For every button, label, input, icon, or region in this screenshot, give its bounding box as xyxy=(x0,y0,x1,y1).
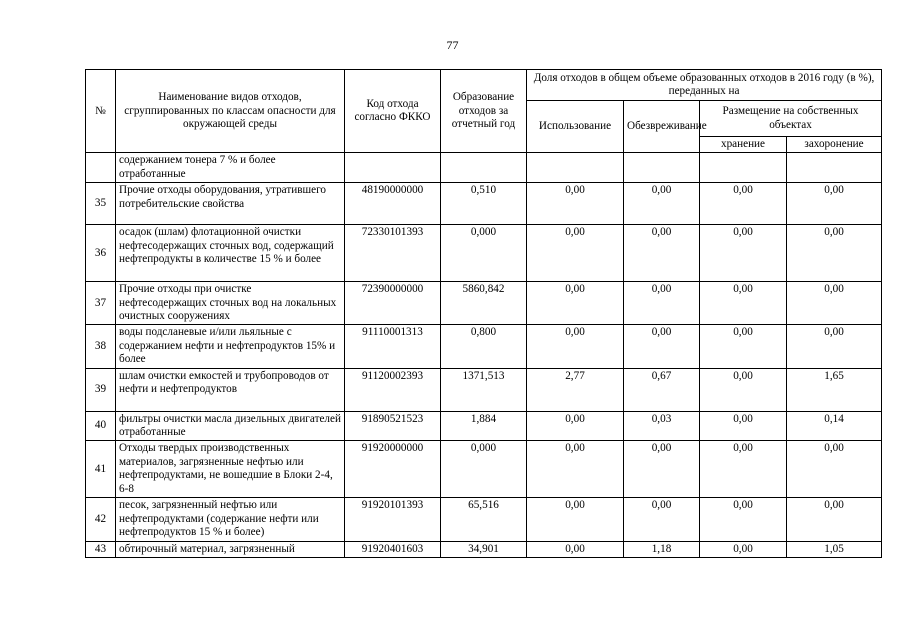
storage-share: 0,00 xyxy=(700,225,787,282)
header-num: № xyxy=(86,70,116,153)
storage-share: 0,00 xyxy=(700,325,787,368)
header-formed: Образование отходов за отчетный год xyxy=(441,70,527,153)
waste-table xyxy=(85,69,882,558)
use-share: 0,00 xyxy=(527,411,624,441)
fkko-code: 91890521523 xyxy=(345,411,441,441)
row-number: 41 xyxy=(86,441,116,498)
formed-amount: 1,884 xyxy=(441,411,527,441)
header-share: Доля отходов в общем объеме образованных отходов в 2016 году (в %), переданных на xyxy=(527,70,882,101)
burial-share: 0,00 xyxy=(787,183,882,225)
row-number xyxy=(86,153,116,183)
row-number: 43 xyxy=(86,541,116,557)
waste-name: песок, загрязненный нефтью или нефтепродуктами (содержание нефти или нефтепродуктов 15 % и более) xyxy=(116,498,345,541)
storage-share xyxy=(700,153,787,183)
neutral-share: 1,18 xyxy=(624,541,700,557)
page-number: 77 xyxy=(446,38,459,52)
row-number: 40 xyxy=(86,411,116,441)
burial-share: 0,00 xyxy=(787,225,882,282)
row-number: 35 xyxy=(86,183,116,225)
use-share: 0,00 xyxy=(527,441,624,498)
header-burial: захоронение xyxy=(787,137,882,153)
header-neutral: Обезвреживание xyxy=(624,101,700,153)
neutral-share: 0,03 xyxy=(624,411,700,441)
fkko-code xyxy=(345,153,441,183)
use-share: 0,00 xyxy=(527,225,624,282)
row-number: 37 xyxy=(86,282,116,325)
fkko-code: 91120002393 xyxy=(345,368,441,411)
storage-share: 0,00 xyxy=(700,368,787,411)
table-row xyxy=(86,498,882,541)
storage-share: 0,00 xyxy=(700,411,787,441)
header-placement: Размещение на собственных объектах xyxy=(700,101,882,137)
header-use: Использование xyxy=(527,101,624,153)
storage-share: 0,00 xyxy=(700,441,787,498)
table-row xyxy=(86,368,882,411)
formed-amount: 0,800 xyxy=(441,325,527,368)
burial-share: 1,05 xyxy=(787,541,882,557)
formed-amount: 1371,513 xyxy=(441,368,527,411)
neutral-share: 0,00 xyxy=(624,183,700,225)
neutral-share: 0,00 xyxy=(624,225,700,282)
use-share: 0,00 xyxy=(527,183,624,225)
fkko-code: 91920101393 xyxy=(345,498,441,541)
table-row xyxy=(86,183,882,225)
table-row xyxy=(86,153,882,183)
burial-share: 1,65 xyxy=(787,368,882,411)
formed-amount: 0,510 xyxy=(441,183,527,225)
neutral-share: 0,67 xyxy=(624,368,700,411)
use-share: 0,00 xyxy=(527,541,624,557)
burial-share xyxy=(787,153,882,183)
table-row xyxy=(86,541,882,557)
burial-share: 0,00 xyxy=(787,498,882,541)
table-row xyxy=(86,441,882,498)
neutral-share: 0,00 xyxy=(624,441,700,498)
header-name: Наименование видов отходов, сгруппированных по классам опасности для окружающей среды xyxy=(116,70,345,153)
neutral-share: 0,00 xyxy=(624,498,700,541)
formed-amount: 5860,842 xyxy=(441,282,527,325)
row-number: 42 xyxy=(86,498,116,541)
waste-name: обтирочный материал, загрязненный xyxy=(116,541,345,557)
burial-share: 0,00 xyxy=(787,325,882,368)
burial-share: 0,00 xyxy=(787,282,882,325)
waste-name: Прочие отходы при очистке нефтесодержащих сточных вод на локальных очистных сооружениях xyxy=(116,282,345,325)
table-row xyxy=(86,225,882,282)
formed-amount: 0,000 xyxy=(441,441,527,498)
row-number: 38 xyxy=(86,325,116,368)
formed-amount: 34,901 xyxy=(441,541,527,557)
waste-name: Прочие отходы оборудования, утратившего потребительские свойства xyxy=(116,183,345,225)
waste-name: содержанием тонера 7 % и более отработанные xyxy=(116,153,345,183)
fkko-code: 72330101393 xyxy=(345,225,441,282)
fkko-code: 91920000000 xyxy=(345,441,441,498)
burial-share: 0,14 xyxy=(787,411,882,441)
table-row xyxy=(86,282,882,325)
waste-name: осадок (шлам) флотационной очистки нефтесодержащих сточных вод, содержащий нефтепродукты в количестве 15 % и более xyxy=(116,225,345,282)
use-share: 0,00 xyxy=(527,498,624,541)
waste-name: воды подсланевые и/или льяльные с содержанием нефти и нефтепродуктов 15% и более xyxy=(116,325,345,368)
table-row xyxy=(86,411,882,441)
table-row xyxy=(86,325,882,368)
neutral-share xyxy=(624,153,700,183)
neutral-share: 0,00 xyxy=(624,325,700,368)
neutral-share: 0,00 xyxy=(624,282,700,325)
fkko-code: 72390000000 xyxy=(345,282,441,325)
fkko-code: 48190000000 xyxy=(345,183,441,225)
fkko-code: 91110001313 xyxy=(345,325,441,368)
waste-name: Отходы твердых производственных материалов, загрязненные нефтью или нефтепродуктами, не вошедшие в Блоки 2-4, 6-8 xyxy=(116,441,345,498)
waste-name: фильтры очистки масла дизельных двигателей отработанные xyxy=(116,411,345,441)
waste-name: шлам очистки емкостей и трубопроводов от нефти и нефтепродуктов xyxy=(116,368,345,411)
row-number: 36 xyxy=(86,225,116,282)
use-share: 0,00 xyxy=(527,325,624,368)
burial-share: 0,00 xyxy=(787,441,882,498)
header-code: Код отхода согласно ФККО xyxy=(345,70,441,153)
fkko-code: 91920401603 xyxy=(345,541,441,557)
formed-amount xyxy=(441,153,527,183)
header-storage: хранение xyxy=(700,137,787,153)
formed-amount: 65,516 xyxy=(441,498,527,541)
storage-share: 0,00 xyxy=(700,541,787,557)
formed-amount: 0,000 xyxy=(441,225,527,282)
use-share: 0,00 xyxy=(527,282,624,325)
storage-share: 0,00 xyxy=(700,183,787,225)
storage-share: 0,00 xyxy=(700,498,787,541)
storage-share: 0,00 xyxy=(700,282,787,325)
use-share xyxy=(527,153,624,183)
row-number: 39 xyxy=(86,368,116,411)
use-share: 2,77 xyxy=(527,368,624,411)
